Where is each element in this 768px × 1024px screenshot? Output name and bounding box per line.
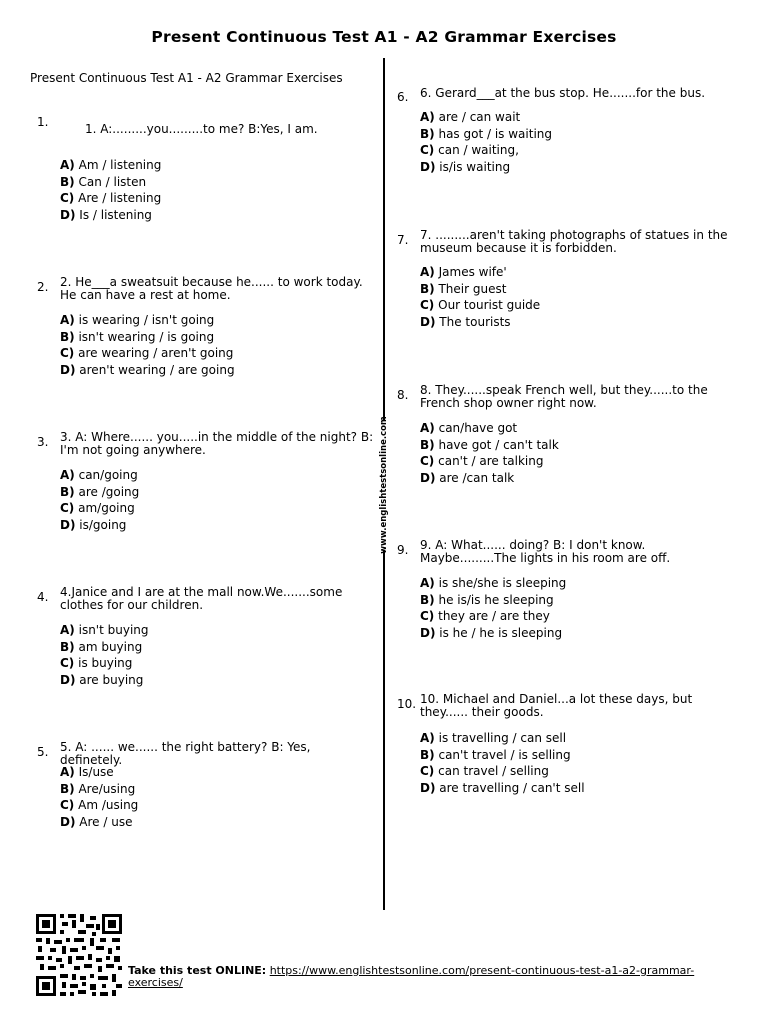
- question-number: 5.: [37, 745, 49, 759]
- option-a[interactable]: A) isn't buying: [60, 623, 149, 637]
- option-d[interactable]: D) The tourists: [420, 314, 511, 329]
- page-subtitle: Present Continuous Test A1 - A2 Grammar Exercises: [30, 71, 343, 85]
- option-d[interactable]: D) is he / he is sleeping: [420, 625, 563, 640]
- question-text: 10. Michael and Daniel...a lot these days, but they...... their goods.: [420, 692, 693, 719]
- question-number: 3.: [37, 435, 49, 449]
- question-number: 8.: [397, 388, 409, 402]
- option-c[interactable]: C) Are / listening: [60, 191, 162, 205]
- option-d[interactable]: D) are travelling / can't sell: [420, 780, 585, 795]
- question-text: 3. A: Where...... you.....in the middle of the night? B: I'm not going anywhere.: [60, 430, 374, 457]
- option-c[interactable]: C) am/going: [60, 501, 135, 515]
- option-b[interactable]: B) isn't wearing / is going: [60, 329, 215, 344]
- option-b[interactable]: B) am buying: [60, 639, 143, 654]
- option-b[interactable]: B) are /going: [60, 484, 140, 499]
- option-b[interactable]: B) Are/using: [60, 781, 136, 796]
- option-b[interactable]: B) has got / is waiting: [420, 126, 552, 141]
- question-text: 2. He___a sweatsuit because he...... to work today. He can have a rest at home.: [60, 275, 363, 302]
- question-text: 8. They......speak French well, but they......to the French shop owner right now.: [420, 383, 708, 410]
- option-c[interactable]: C) Our tourist guide: [420, 298, 541, 312]
- option-c[interactable]: C) can't / are talking: [420, 454, 544, 468]
- question-text: 5. A: ...... we...... the right battery? B: Yes, definetely.: [60, 740, 311, 767]
- question-number: 1.: [37, 115, 49, 129]
- option-c[interactable]: C) is buying: [60, 656, 133, 670]
- question-number: 7.: [397, 233, 409, 247]
- option-d[interactable]: D) are buying: [60, 672, 144, 687]
- option-a[interactable]: A) James wife': [420, 265, 507, 279]
- question-number: 9.: [397, 543, 409, 557]
- question-text: 6. Gerard___at the bus stop. He.......for the bus.: [420, 86, 706, 100]
- question-text: 1. A:.........you.........to me? B:Yes, I am.: [85, 122, 318, 136]
- option-d[interactable]: D) are /can talk: [420, 470, 515, 485]
- option-a[interactable]: A) is wearing / isn't going: [60, 313, 215, 327]
- option-a[interactable]: A) Is/use: [60, 765, 114, 779]
- option-b[interactable]: B) Can / listen: [60, 174, 147, 189]
- option-c[interactable]: C) are wearing / aren't going: [60, 346, 234, 360]
- question-text: 4.Janice and I are at the mall now.We.......some clothes for our children.: [60, 585, 343, 612]
- option-b[interactable]: B) Their guest: [420, 281, 507, 296]
- option-d[interactable]: D) aren't wearing / are going: [60, 362, 235, 377]
- question-text: 9. A: What...... doing? B: I don't know. Maybe.........The lights in his room are off.: [420, 538, 671, 565]
- option-b[interactable]: B) can't travel / is selling: [420, 747, 571, 762]
- question-text: 7. .........aren't taking photographs of statues in the museum because it is forbidden.: [420, 228, 728, 255]
- option-b[interactable]: B) have got / can't talk: [420, 437, 559, 452]
- test-url-link[interactable]: https://www.englishtestsonline.com/present-continuous-test-a1-a2-grammar-exercises/: [128, 964, 695, 989]
- option-d[interactable]: D) Is / listening: [60, 207, 152, 222]
- question-number: 10.: [397, 697, 417, 711]
- question-number: 6.: [397, 90, 409, 104]
- qr-code-icon[interactable]: [34, 912, 124, 998]
- option-c[interactable]: C) they are / are they: [420, 609, 550, 623]
- footer-label: Take this test ONLINE:: [128, 964, 267, 977]
- online-test-footer: [128, 965, 728, 989]
- option-a[interactable]: A) Am / listening: [60, 158, 162, 172]
- option-c[interactable]: C) can / waiting,: [420, 143, 519, 157]
- option-a[interactable]: A) can/going: [60, 468, 138, 482]
- option-a[interactable]: A) is travelling / can sell: [420, 731, 567, 745]
- option-a[interactable]: A) is she/she is sleeping: [420, 576, 567, 590]
- option-a[interactable]: A) can/have got: [420, 421, 518, 435]
- page-title: Present Continuous Test A1 - A2 Grammar Exercises: [151, 28, 617, 46]
- option-c[interactable]: C) can travel / selling: [420, 764, 549, 778]
- question-number: 2.: [37, 280, 49, 294]
- option-d[interactable]: D) Are / use: [60, 814, 133, 829]
- option-b[interactable]: B) he is/is he sleeping: [420, 592, 554, 607]
- option-d[interactable]: D) is/going: [60, 517, 127, 532]
- vertical-site-label: www.englishtestsonline.com: [379, 416, 389, 554]
- option-c[interactable]: C) Am /using: [60, 798, 139, 812]
- option-a[interactable]: A) are / can wait: [420, 110, 521, 124]
- question-number: 4.: [37, 590, 49, 604]
- option-d[interactable]: D) is/is waiting: [420, 159, 511, 174]
